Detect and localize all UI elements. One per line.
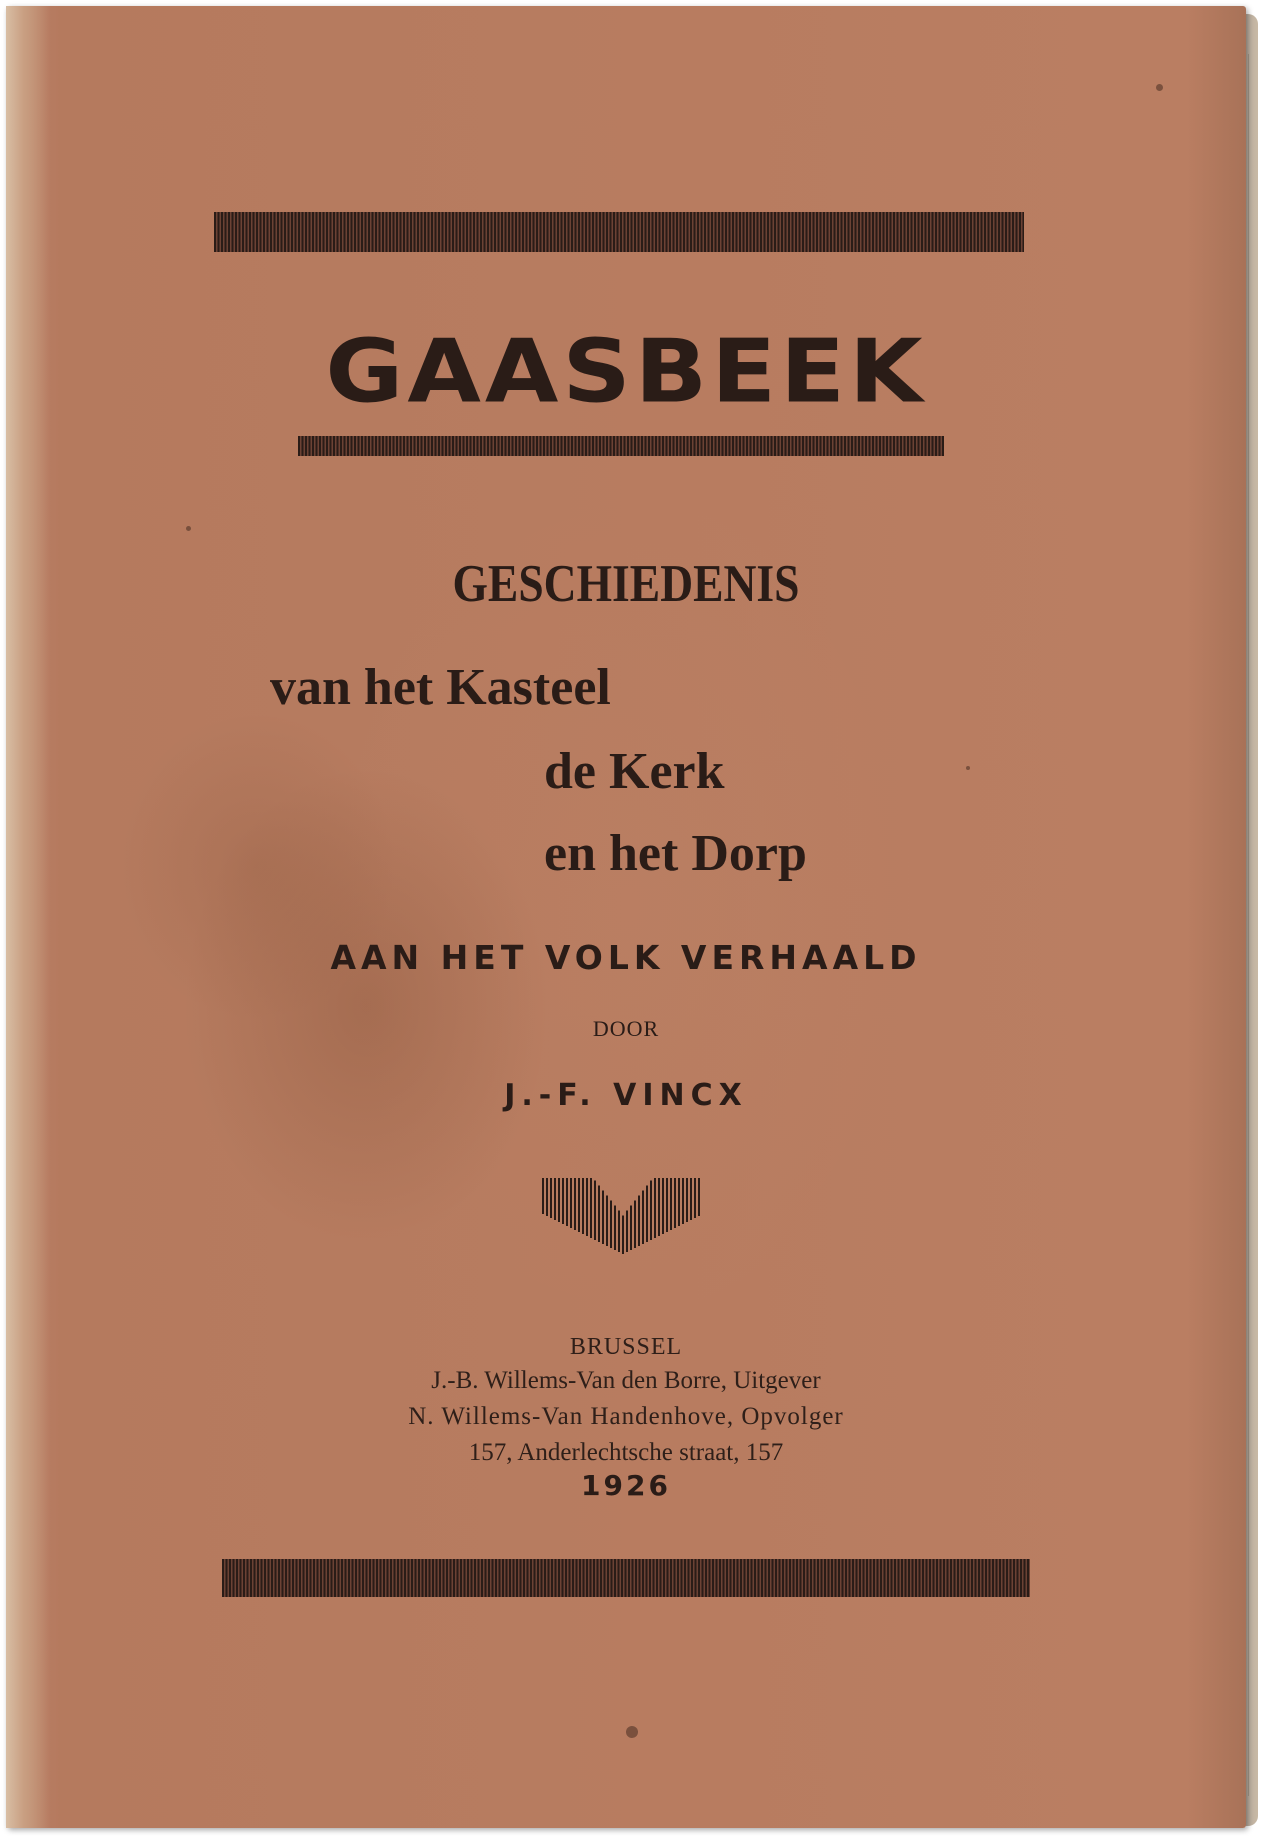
publisher-line: J.-B. Willems-Van den Borre, Uitgever (431, 1367, 821, 1394)
paper-speck (626, 1726, 638, 1738)
book-spine (6, 6, 50, 1828)
publisher-successor-line: N. Willems-Van Handenhove, Opvolger (408, 1403, 844, 1430)
book-cover (6, 6, 1246, 1828)
subject-line-village: en het Dorp (544, 825, 807, 882)
tagline: AAN HET VOLK VERHAALD (330, 938, 922, 977)
paper-speck (186, 526, 191, 531)
publisher-address: 157, Anderlechtsche straat, 157 (468, 1439, 784, 1466)
subject-line-church: de Kerk (544, 743, 725, 800)
publisher-city: BRUSSEL (569, 1334, 683, 1360)
paper-speck (966, 766, 970, 770)
title-underline-rule (298, 436, 944, 456)
subject-line-castle: van het Kasteel (270, 659, 611, 716)
paper-speck (1156, 84, 1163, 91)
book-title: GAASBEEK (325, 321, 927, 423)
publication-year: 1926 (581, 1469, 671, 1502)
by-label: DOOR (592, 1016, 660, 1041)
bottom-decorative-rule (222, 1559, 1030, 1597)
author-name: J.-F. VINCX (504, 1078, 748, 1113)
chevron-ornament-icon (542, 1174, 702, 1256)
top-decorative-rule (214, 212, 1024, 252)
book-subtitle: GESCHIEDENIS (452, 555, 800, 613)
